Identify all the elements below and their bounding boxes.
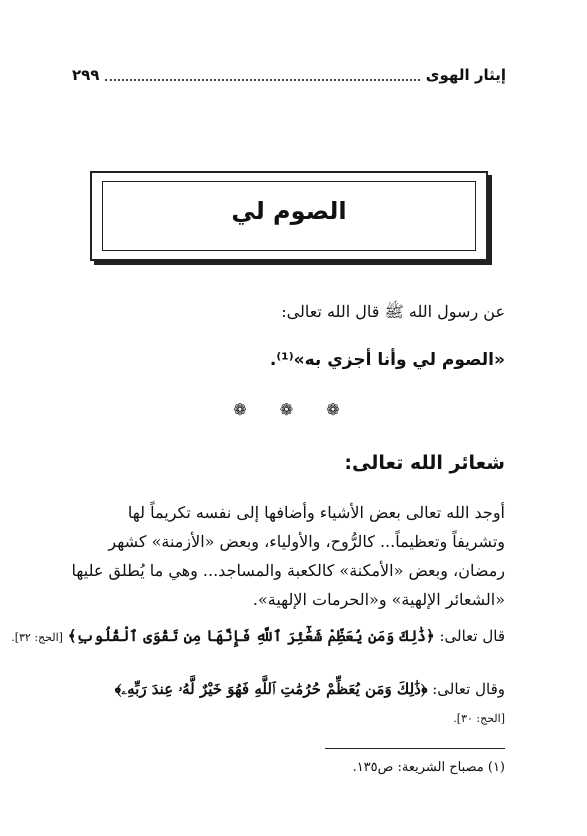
quran-verse: ﴿ذَٰلِكَ وَمَن يُعَظِّمْ حُرُمَٰتِ ٱللَّهِ فَهُوَ خَيْرٌ لَّهُۥ عِندَ رَبِّهِۦ﴾ bbox=[114, 680, 428, 698]
quote-lead: قال تعالى: bbox=[434, 627, 505, 645]
paragraph-line: أوجد الله تعالى بعض الأشياء وأضافها إلى نفسه تكريماً لها bbox=[127, 503, 505, 522]
running-title: إيثار الهوى bbox=[425, 66, 506, 84]
hadith-intro: عن رسول الله ﷺ قال الله تعالى: bbox=[281, 302, 505, 321]
quote-lead: وقال تعالى: bbox=[427, 680, 505, 698]
page-number: ٢٩٩ bbox=[72, 66, 100, 84]
chapter-title: الصوم لي bbox=[231, 197, 347, 225]
footnote-divider bbox=[325, 748, 505, 749]
verse-reference: [الحج: ٣٢]. bbox=[11, 631, 63, 644]
paragraph-line: رمضان، وبعض «الأمكنة» كالكعبة والمساجد... وهي ما يُطلق عليها bbox=[71, 561, 505, 580]
paragraph-line: «الشعائر الإلهية» و«الحرمات الإلهية». bbox=[252, 590, 505, 609]
quran-verse: ﴿ذَٰلِكَ وَمَن يُعَظِّمْ شَعَٰٓئِرَ ٱللَّهِ فَإِنَّهَا مِن تَقْوَى ٱلْقُلُوبِ﴾ bbox=[67, 627, 435, 645]
verse-reference: [الحج: ٣٠]. bbox=[453, 712, 505, 725]
quran-quote-1 bbox=[11, 627, 505, 645]
section-separator: ❁ ❁ ❁ bbox=[233, 400, 354, 419]
body-paragraph bbox=[71, 498, 505, 614]
quran-quote-2 bbox=[115, 680, 505, 698]
page-header bbox=[72, 62, 506, 88]
hadith-text: «الصوم لي وأنا أجزي به»⁽¹⁾. bbox=[269, 350, 505, 370]
section-heading: شعائر الله تعالى: bbox=[344, 452, 505, 474]
leader-dots bbox=[105, 69, 419, 81]
chapter-title-frame bbox=[90, 171, 488, 261]
footnote: (١) مصباح الشريعة: ص١٣٥. bbox=[352, 760, 505, 775]
paragraph-line: وتشريفاً وتعظيماً... كالرُّوح، والأولياء، وبعض «الأزمنة» كشهر bbox=[108, 532, 505, 551]
